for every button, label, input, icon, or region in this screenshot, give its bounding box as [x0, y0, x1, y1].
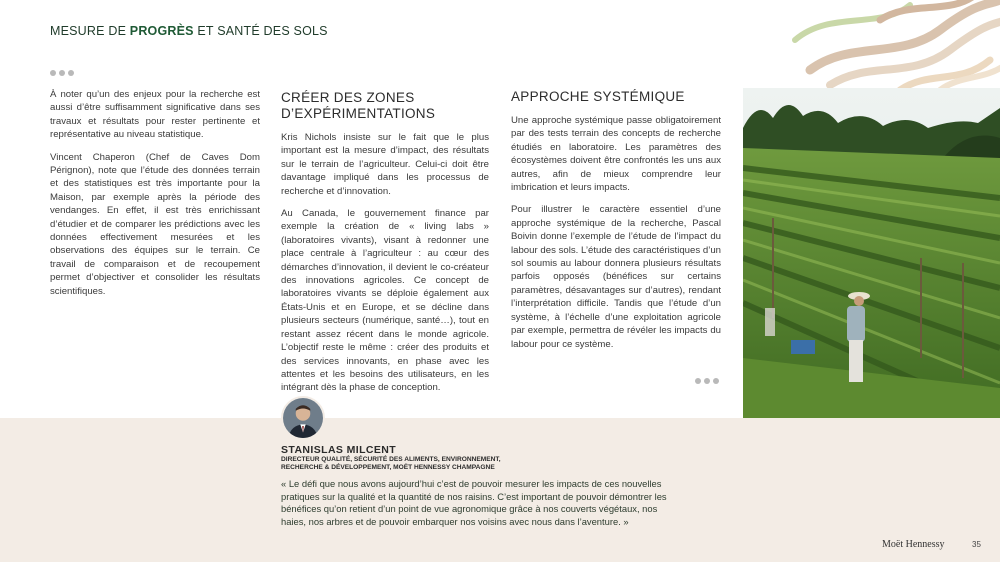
paragraph: À noter qu’un des enjeux pour la recherche est aussi d’être suffisamment significative dans ses travaux et résultats pour rester pertinente et représentative au niveau statistique. — [50, 89, 260, 141]
vineyard-photo — [743, 88, 1000, 418]
column-1 — [50, 88, 260, 307]
dots-decoration — [50, 70, 74, 76]
paragraph: Kris Nichols insiste sur le fait que le plus important est la mesure d’impact, des résultats sur le terrain de l’agriculteur. Celui-ci doit être davantage impliqué dans les processus de recherche et d’innovation. — [281, 132, 489, 197]
decorative-swirl-icon — [790, 0, 1000, 90]
speaker-role: DIRECTEUR QUALITÉ, SÉCURITÉ DES ALIMENTS, ENVIRONNEMENT, RECHERCHE & DÉVELOPPEMENT, MOËT HENNESSY CHAMPAGNE — [281, 456, 501, 472]
paragraph: Une approche systémique passe obligatoirement par des tests terrain des concepts de recherche étudiés en laboratoire. Les paramètres des écosystèmes doivent être confrontés les uns aux autres, afin de mieux comprendre leur imbrication et leurs impacts. — [511, 115, 721, 194]
paragraph: Vincent Chaperon (Chef de Caves Dom Pérignon), note que l’étude des données terrain et des statistiques est très importante pour la Maison, par exemple après la période des vendanges. En effet, il est très enrichissant d’étudier et de comparer les prédictions avec les données effectivement mesurées et les observations des équipes sur le terrain. Ce travail de comparaison et de recoupement permet d’objectiver et consolider les résultats scientifiques. — [50, 151, 260, 297]
title-pre: MESURE DE — [50, 24, 130, 38]
brand-logo: Moët Hennessy — [882, 539, 945, 550]
paragraph: Au Canada, le gouvernement finance par exemple la création de « living labs » (laboratoires vivants), visant à redonner une place centrale à l’agriculteur : au cœur des démarches d’innovation, il devient le co-créateur des innovations agricoles. Ce concept de laboratoires vivants se déploie également aux États-Unis et en Europe, et se décline dans plusieurs secteurs (numérique, santé…), tout en restant assez récent dans le monde agricole. L’objectif reste le même : créer des produits et des services innovants, en phase avec les attentes et les besoins des utilisateurs, en les intégrant dès la phase de conception. — [281, 208, 489, 394]
page-number: 35 — [972, 540, 981, 549]
paragraph: Pour illustrer le caractère essentiel d’une approche systémique de la recherche, Pascal Boivin donne l’exemple de l’étude de l’impact du labour des sols. L’étude des caractéristiques d’un sol soumis au labour donnera plusieurs résultats parfois opposés (bénéfices sur certains paramètres, désavantages sur d’autres), rendant l’interprétation difficile. Tandis que l’étude d’un système, à l’échelle d’une exploitation agricole par exemple, permettra de révéler les impacts du labour pour ce système. — [511, 204, 721, 350]
speaker-quote: « Le défi que nous avons aujourd’hui c’est de pouvoir mesurer les impacts de ces nouvelles pratiques sur la qualité et la quantité de nos raisins. C’est important de pouvoir démontrer les bénéfices qu’on retient d’un point de vue agronomique grâce à nos couverts végétaux, nos haies, nos arbres et de pouvoir embarquer nos voisins avec nous dans l’aventure. » — [281, 478, 667, 527]
title-post: ET SANTÉ DES SOLS — [193, 24, 328, 38]
section-heading: CRÉER DES ZONES D’EXPÉRIMENTATIONS — [281, 90, 436, 121]
speaker-name: STANISLAS MILCENT — [281, 444, 397, 456]
page-title — [50, 24, 328, 38]
section-heading: APPROCHE SYSTÉMIQUE — [511, 89, 685, 104]
title-bold: PROGRÈS — [129, 24, 194, 38]
avatar — [281, 396, 325, 440]
column-3 — [511, 89, 721, 360]
dots-decoration — [695, 378, 719, 384]
column-2 — [281, 90, 489, 404]
